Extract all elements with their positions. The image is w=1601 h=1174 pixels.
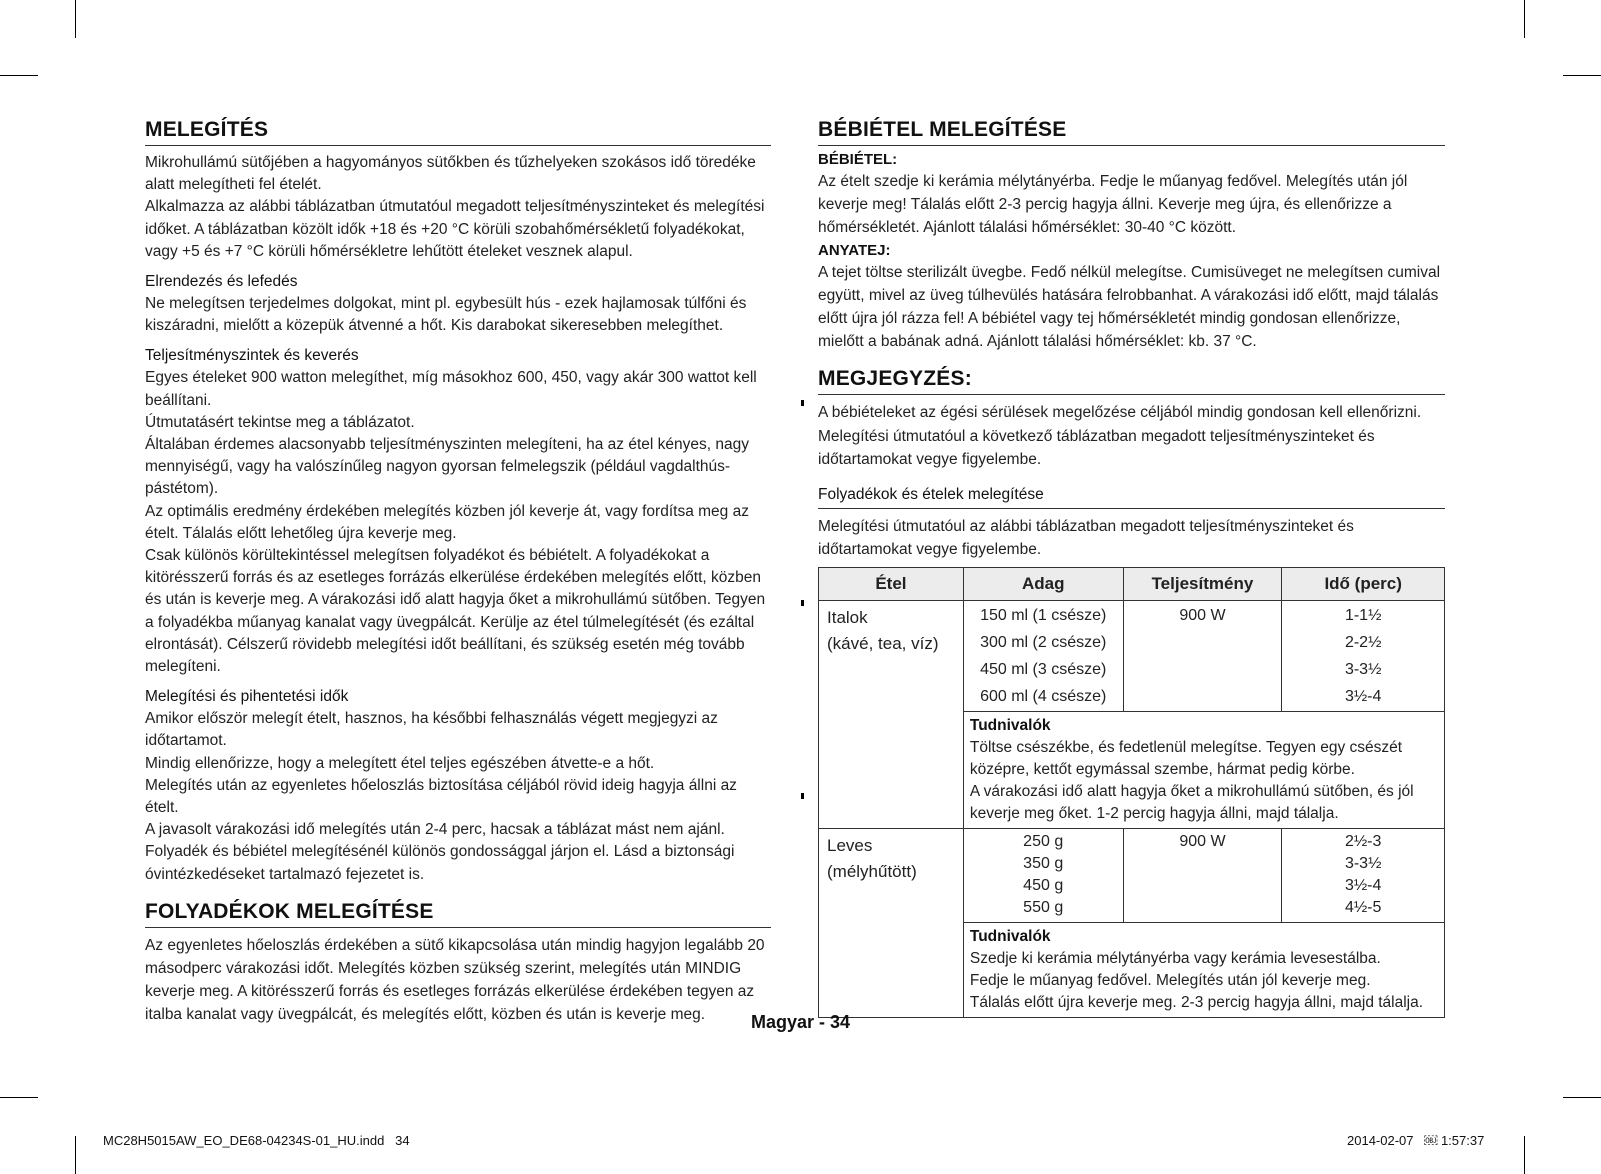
note-line: keverje meg őket. 1-2 percig hagyja állni, majd tálalja.	[969, 804, 1339, 822]
note-cell	[963, 922, 1444, 1017]
time-cell	[1282, 828, 1445, 922]
time-value: 2-2½	[1344, 633, 1382, 651]
table-row	[819, 600, 1445, 711]
time-cell	[1282, 600, 1445, 711]
right-column	[818, 118, 1445, 1018]
column-divider-mark	[801, 600, 804, 606]
time-value: 3½-4	[1344, 876, 1382, 894]
crop-mark	[1563, 75, 1601, 76]
liquids-paragraph: Az egyenletes hőeloszlás érdekében a sütő kikapcsolása után mindig hagyjon legalább 20 másodperc várakozási időt. Melegítés közben szükség szerint, melegítés után MINDIG keverje meg. A kitörésszerű forrás és esetleges forrázás elkerülése érdekében tegyen az italba kanalat vagy üvegpálcát, és melegítés előtt, közben és után is keverje meg.	[145, 936, 765, 1023]
timestamp: 2014-02-07 ￼ 1:57:37	[1347, 1133, 1485, 1148]
food-detail: (mélyhűtött)	[827, 861, 917, 881]
food-name: Leves	[827, 835, 873, 855]
section-title: Teljesítményszintek és keverés	[145, 347, 359, 365]
intro-paragraph: Alkalmazza az alábbi táblázatban útmutatóul megadott teljesítményszinteket és melegítési időket. A táblázatban közölt idők +18 és +20 °C körüli szobahőmérsékletű folyadékokat, vagy +5 és +7 °C körüli hőmérsékletre lehűtött ételeket vesznek alapul.	[145, 198, 765, 260]
time-value: 2½-3	[1344, 832, 1382, 850]
section-title: Elrendezés és lefedés	[145, 273, 298, 291]
heading-folyadekok: FOLYADÉKOK MELEGÍTÉSE	[145, 900, 771, 928]
power-cell	[1123, 600, 1282, 711]
food-cell	[819, 600, 964, 711]
table-header: Adag	[963, 567, 1123, 600]
time-value: 1-1½	[1344, 606, 1382, 624]
section-text: Melegítés után az egyenletes hőeloszlás biztosítása céljából rövid ideig hagyja állni az ételt.	[145, 776, 737, 817]
time-value: 3-3½	[1344, 660, 1382, 678]
column-divider-mark	[801, 793, 804, 799]
time-value: 4½-5	[1344, 898, 1382, 916]
portion-value: 450 g	[1023, 876, 1064, 894]
note-line: Tálalás előtt újra keverje meg. 2-3 percig hagyja állni, majd tálalja.	[969, 993, 1424, 1011]
section-text: Egyes ételeket 900 watton melegíthet, míg másokhoz 600, 450, vagy akár 300 wattot kell beállítani.	[145, 369, 757, 409]
note-line: A várakozási idő alatt hagyja őket a mikrohullámú sütőben, és jól	[969, 782, 1414, 800]
note-title: Tudnivalók	[969, 716, 1051, 734]
time-value: 3-3½	[1344, 854, 1382, 872]
crop-mark	[0, 75, 38, 76]
table-header-row	[819, 567, 1445, 600]
file-info: MC28H5015AW_EO_DE68-04234S-01_HU.indd 34	[103, 1133, 410, 1148]
power-value: 900 W	[1179, 832, 1226, 850]
section-text: Amikor először melegít ételt, hasznos, ha későbbi felhasználás végett megjegyzi az időtartamot.	[145, 710, 718, 750]
intro-paragraph: Mikrohullámú sütőjében a hagyományos sütőkben és tűzhelyeken szokásos idő töredéke alatt melegítheti fel ételét.	[145, 154, 756, 194]
subsection-title: Folyadékok és ételek melegítése	[818, 484, 1445, 509]
section-text: Általában érdemes alacsonyabb teljesítményszinten melegíteni, ha az étel kényes, nagy mennyiségű, vagy ha valószínűleg nagyon gyorsan felmelegszik (például vagdalthús-pástétom).	[145, 436, 749, 498]
note-title: Tudnivalók	[969, 927, 1051, 945]
note-paragraph: A bébiételeket az égési sérülések megelőzése céljából mindig gondosan kell ellenőrizni. Melegítési útmutatóul a következő táblázatban megadott teljesítményszinteket és időtartamokat vegye figyelembe.	[818, 404, 1422, 468]
heating-table	[818, 567, 1445, 1018]
section-text: Az optimális eredmény érdekében melegítés közben jól keverje át, vagy fordítsa meg az ételt. Tálalás előtt lehetőleg újra keverje meg.	[145, 502, 749, 542]
left-column	[145, 118, 771, 1026]
time-value: 3½-4	[1344, 687, 1382, 705]
section-text: Csak különös körültekintéssel melegítsen folyadékot és bébiételt. A folyadékokat a kitörésszerű forrás és az esetleges forrázás elkerülése érdekében melegítés előtt, közben és után is keverje meg. A várakozási idő alatt hagyja őket a mikrohullámú sütőben. Tegyen a folyadékba műanyag kanalat vagy üvegpálcát. Kerülje az étel túlmelegítését (és ezáltal elrontását). Célszerű rövidebb melegítési időt beállítani, és szükség esetén még tovább melegíteni.	[145, 547, 766, 676]
crop-mark	[1524, 1136, 1525, 1174]
portion-value: 450 ml (3 csésze)	[980, 660, 1107, 678]
heading-megjegyzes: MEGJEGYZÉS:	[818, 367, 1445, 395]
note-line: középre, kettőt egymással szembe, hármat pedig körbe.	[969, 760, 1355, 778]
crop-mark	[1524, 0, 1525, 38]
table-note-row	[819, 711, 1445, 828]
portion-cell	[963, 828, 1123, 922]
portion-value: 150 ml (1 csésze)	[980, 606, 1107, 624]
label-bebietel: BÉBIÉTEL:	[818, 151, 898, 168]
food-cell	[819, 828, 964, 922]
label-anyatej: ANYATEJ:	[818, 242, 891, 259]
section-text: A javasolt várakozási idő melegítés után 2-4 perc, hacsak a táblázat mást nem ajánl.	[145, 821, 725, 839]
heading-bebietel: BÉBIÉTEL MELEGÍTÉSE	[818, 118, 1445, 146]
page-number: Magyar - 34	[750, 1012, 851, 1032]
note-line: Töltse csészékbe, és fedetlenül melegítse. Tegyen egy csészét	[969, 738, 1403, 756]
section-text: Ne melegítsen terjedelmes dolgokat, mint pl. egybesült hús - ezek hajlamosak túlfőni és kiszáradni, mielőtt a közepük átvenné a hőt. Kis darabokat sikeresebben melegíthet.	[145, 295, 747, 335]
note-line: Fedje le műanyag fedővel. Melegítés után jól keverje meg.	[969, 971, 1371, 989]
section-text: Mindig ellenőrizze, hogy a melegített étel teljes egészében átvette-e a hőt.	[145, 754, 655, 772]
portion-value: 600 ml (4 csésze)	[980, 687, 1107, 705]
crop-mark	[1563, 1097, 1601, 1098]
table-note-row	[819, 922, 1445, 1017]
section-title: Melegítési és pihentetési idők	[145, 688, 349, 706]
table-header: Teljesítmény	[1123, 567, 1282, 600]
food-cell-empty	[819, 922, 964, 1017]
table-header: Étel	[819, 567, 964, 600]
column-divider-mark	[801, 400, 804, 406]
portion-value: 250 g	[1023, 832, 1064, 850]
table-row	[819, 828, 1445, 922]
portion-value: 550 g	[1023, 898, 1064, 916]
table-header: Idő (perc)	[1282, 567, 1445, 600]
power-value: 900 W	[1179, 606, 1226, 624]
portion-cell	[963, 600, 1123, 711]
portion-value: 300 ml (2 csésze)	[980, 633, 1107, 651]
portion-value: 350 g	[1023, 854, 1064, 872]
note-line: Szedje ki kerámia mélytányérba vagy kerámia levesestálba.	[969, 949, 1381, 967]
milk-paragraph: A tejet töltse sterilizált üvegbe. Fedő nélkül melegítse. Cumisüveget ne melegítsen cumival együtt, mivel az üveg túlhevülés hatására felrobbanhat. A várakozási idő előtt, majd tálalás előtt újra jól rázza fel! A bébiétel vagy tej hőmérsékletét mindig gondosan ellenőrizze, mielőtt a babának adná. Ajánlott tálalási hőmérséklet: kb. 37 °C.	[818, 264, 1441, 350]
subsection-text: Melegítési útmutatóul az alábbi táblázatban megadott teljesítményszinteket és időtartamokat vegye figyelembe.	[818, 517, 1354, 558]
crop-mark	[75, 1136, 76, 1174]
baby-paragraph: Az ételt szedje ki kerámia mélytányérba. Fedje le műanyag fedővel. Melegítés után jól keverje meg! Tálalás előtt 2-3 percig hagyja állni. Keverje meg újra, és ellenőrizze a hőmérsékletét. Ajánlott tálalási hőmérséklet: 30-40 °C között.	[818, 173, 1408, 236]
section-text: Útmutatásért tekintse meg a táblázatot.	[145, 413, 415, 431]
power-cell	[1123, 828, 1282, 922]
food-detail: (kávé, tea, víz)	[827, 633, 939, 653]
food-name: Italok	[827, 607, 868, 627]
section-text: Folyadék és bébiétel melegítésénél különös gondossággal járjon el. Lásd a biztonsági óvintézkedéseket tartalmazó fejezetet is.	[145, 843, 735, 883]
crop-mark	[0, 1097, 38, 1098]
heading-melegites: MELEGÍTÉS	[145, 118, 771, 146]
note-cell	[963, 711, 1444, 828]
food-cell-empty	[819, 711, 964, 828]
crop-mark	[75, 0, 76, 38]
